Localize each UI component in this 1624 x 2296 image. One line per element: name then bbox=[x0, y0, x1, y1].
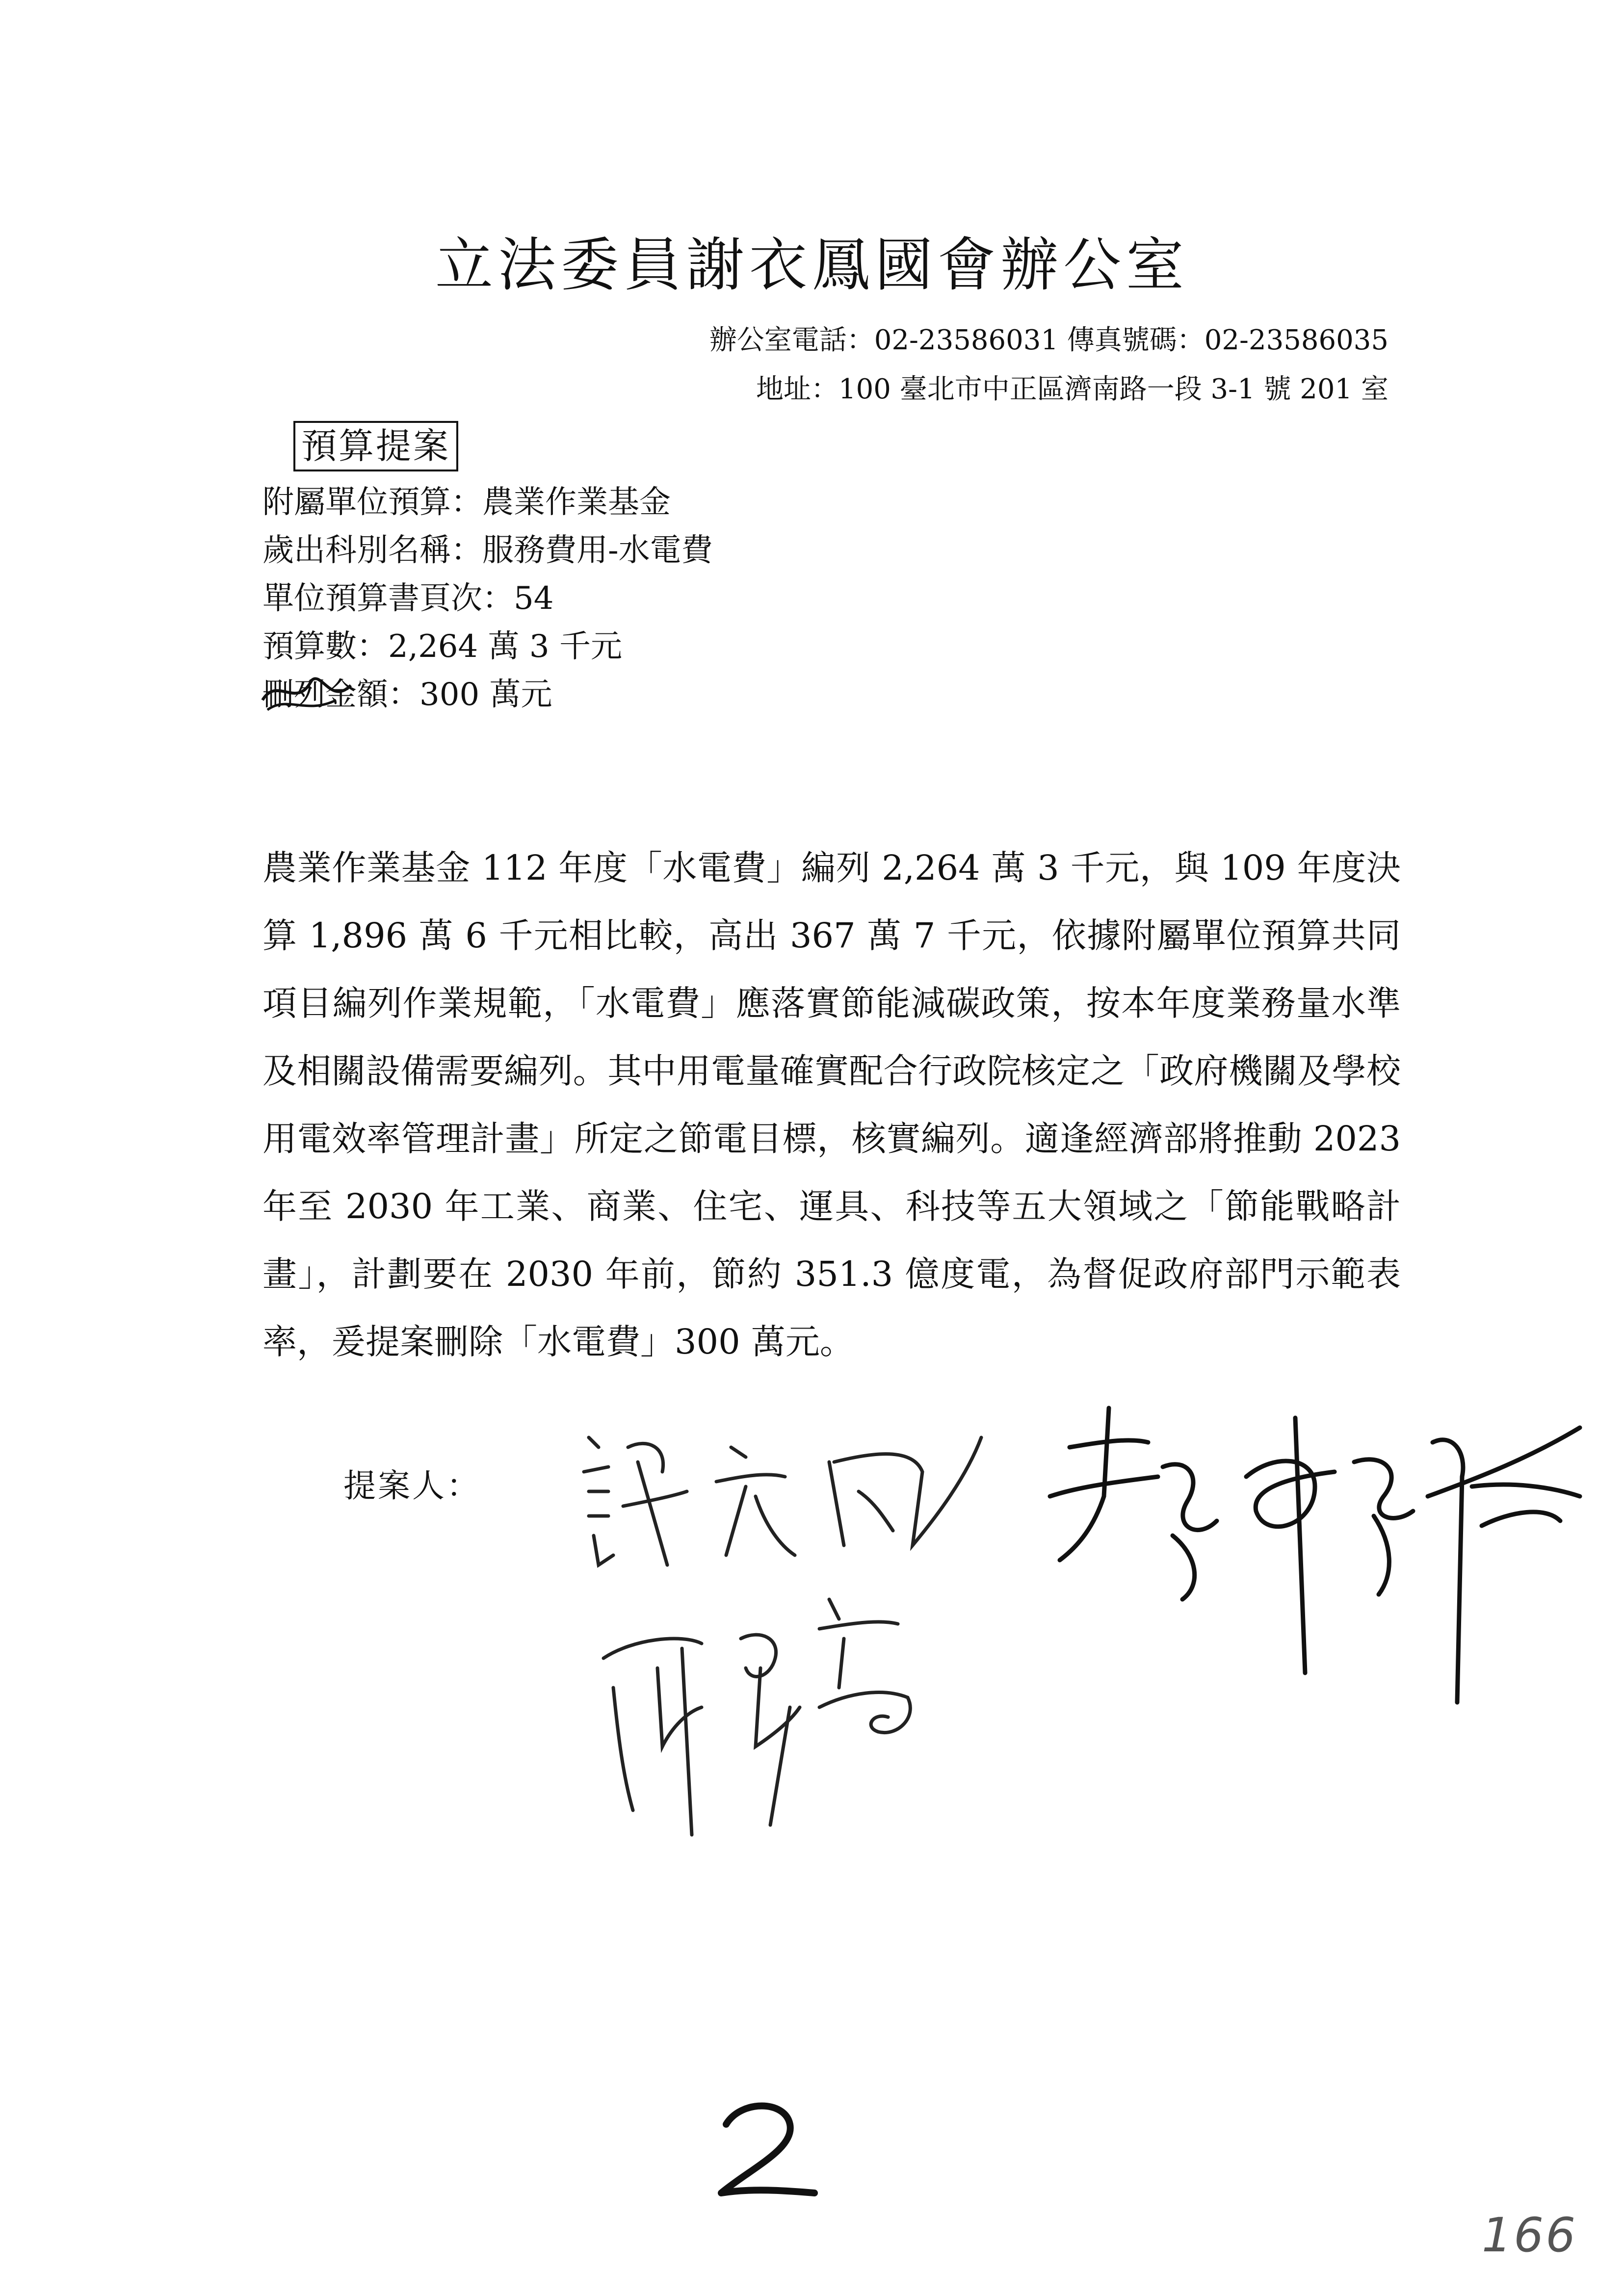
meta-row-expense-category: 歲出科別名稱：服務費用-水電費 bbox=[262, 532, 713, 569]
meta-row-cut-amount: 刪列金額 ：300 萬元 bbox=[262, 671, 713, 719]
meta-value: 服務費用-水電費 bbox=[482, 532, 713, 569]
page-number-text: 2 bbox=[765, 2200, 766, 2201]
office-address: 地址：100 臺北市中正區濟南路一段 3-1 號 201 室 bbox=[756, 373, 1388, 405]
meta-label-corrected bbox=[262, 671, 388, 719]
meta-value: 300 萬元 bbox=[419, 677, 552, 713]
proposal-paragraph: 農業作業基金 112 年度「水電費」編列 2,264 萬 3 千元，與 109 年度決算 1,896 萬 6 千元相比較，高出 367 萬 7 千元，依據附屬單位預算共同項目編列作業規範，「水電費」應落實節能減碳政策，按本年度業務量水準及相關設備需要編列。其中用電量確實配合行政院核定之「政府機關及學校用電效率管理計畫」所定之節電目標，核實編列。適逢經濟部將推動 2023 年至 2030 年工業、商業、住宅、運具、科技等五大領域之「節能戰略計畫」，計劃要在 2030 年前，節約 351.3 億度電，為督促政府部門示範表率，爰提案刪除「水電費」300 萬元。 bbox=[262, 848, 1401, 1362]
meta-row-page: 單位預算書頁次：54 bbox=[262, 580, 554, 617]
meta-label: 預算數 bbox=[262, 628, 357, 665]
meta-row-affiliated-budget: 附屬單位預算：農業作業基金 bbox=[262, 484, 671, 521]
office-title: 立法委員謝衣鳳國會辦公室 bbox=[435, 231, 1189, 299]
meta-label: 刪列金額 bbox=[262, 677, 388, 713]
stamp-page-count: 166 bbox=[1482, 2208, 1578, 2263]
proposer-label: 提案人： bbox=[343, 1467, 481, 1505]
meta-value: 2,264 萬 3 千元 bbox=[388, 628, 622, 665]
signature-xie-yifeng bbox=[569, 1418, 991, 1575]
office-phone-fax: 辦公室電話：02-23586031 傳真號碼：02-23586035 bbox=[709, 324, 1388, 356]
meta-label: 單位預算書頁次 bbox=[262, 580, 482, 617]
meta-label: 附屬單位預算 bbox=[262, 484, 451, 521]
meta-row-budget-amount: 預算數：2,264 萬 3 千元 bbox=[262, 628, 622, 665]
handwritten-page-number bbox=[711, 2095, 819, 2203]
budget-meta bbox=[262, 478, 713, 719]
meta-label: 歲出科別名稱 bbox=[262, 532, 451, 569]
signature-second-legislator bbox=[1040, 1398, 1604, 1707]
meta-value: 農業作業基金 bbox=[482, 484, 671, 521]
proposal-body bbox=[262, 834, 1401, 1376]
meta-value: 54 bbox=[514, 580, 554, 617]
signature-qiu-chenyuan bbox=[584, 1590, 937, 1845]
proposal-type-box: 預算提案 bbox=[293, 421, 458, 471]
